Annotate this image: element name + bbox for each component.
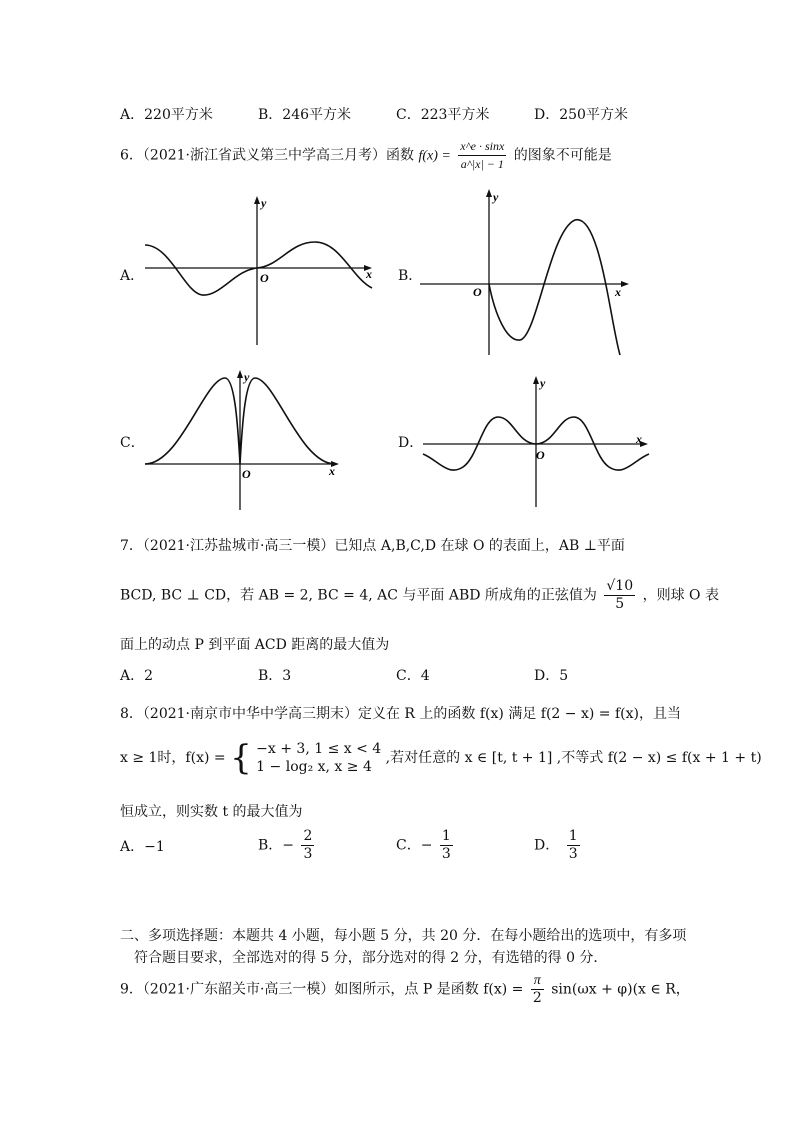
- q9-suffix: sin(ωx + φ)(x ∈ R，: [551, 981, 690, 998]
- q7-line1: 7．（2021·江苏盐城市·高三一模）已知点 A,B,C,D 在球 O 的表面上，AB ⊥平面: [120, 538, 625, 554]
- q7-option-c: C．4: [396, 668, 430, 684]
- q6-graph-d-y-label: y: [540, 376, 546, 390]
- q5-option-d: D．250平方米: [534, 107, 628, 123]
- q8-cases: [256, 740, 381, 776]
- q7-option-a: A．2: [120, 668, 154, 684]
- q8-brace: {: [230, 738, 252, 778]
- q6-prefix: 6．（2021·浙江省武义第三中学高三月考）函数: [120, 147, 414, 164]
- q6-graph-a: [140, 190, 380, 350]
- q8-line1: 8．（2021·南京市中华中学高三期末）定义在 R 上的函数 f(x) 满足 f(2 − x) = f(x)，且当: [120, 706, 681, 722]
- q8-line2: [120, 740, 762, 776]
- q7-option-b: B．3: [258, 668, 292, 684]
- q5-option-b: B．246平方米: [258, 107, 352, 123]
- q8-option-b: B．− $\frac{2}{3}$: [258, 828, 313, 862]
- q8-case1: −x + 3, 1 ≤ x < 4: [256, 741, 382, 757]
- q6-graph-b-origin: O: [473, 285, 482, 299]
- q6-fraction: [458, 138, 506, 173]
- q6-graph-c-y-label: y: [244, 370, 250, 384]
- q7-frac-num: √10: [606, 578, 634, 594]
- q6-graph-b: [415, 185, 635, 360]
- q6-graph-d-letter: D．: [398, 435, 424, 451]
- q6-graph-d-origin: O: [536, 448, 545, 462]
- q8-line2-a: x ≥ 1时，f(x) =: [120, 750, 226, 766]
- q8-option-a: A．−1: [120, 839, 165, 855]
- q9-stem: [120, 972, 690, 1007]
- q6-graph-d-x-label: x: [636, 432, 642, 446]
- q6-graph-a-letter: A．: [120, 268, 145, 284]
- q8-case2: 1 − log₂ x, x ≥ 4: [256, 759, 372, 775]
- q9-prefix: 9．（2021·广东韶关市·高三一模）如图所示，点 P 是函数 f(x) =: [120, 981, 524, 998]
- q6-graph-b-letter: B．: [398, 268, 423, 284]
- q6-graph-b-y-label: y: [493, 190, 499, 204]
- q7-line3: 面上的动点 P 到平面 ACD 距离的最大值为: [120, 637, 390, 653]
- q8-option-c: C．− $\frac{1}{3}$: [396, 828, 451, 862]
- q6-graph-a-x-label: x: [366, 267, 372, 281]
- q7-line2-b: ，则球 O 表: [642, 587, 719, 604]
- q9-fraction: [531, 972, 544, 1007]
- q5-option-a: A．220平方米: [120, 107, 213, 123]
- q9-frac-num: π: [531, 972, 544, 990]
- q5-option-c: C．223平方米: [396, 107, 490, 123]
- q7-line2-a: BCD, BC ⊥ CD，若 AB = 2, BC = 4, AC 与平面 ABD 所成角的正弦值为: [120, 587, 597, 604]
- q6-suffix: 的图象不可能是: [513, 147, 612, 164]
- q8-line3: 恒成立，则实数 t 的最大值为: [120, 804, 303, 820]
- q6-graph-c-letter: C．: [120, 435, 145, 451]
- section2-line2: 符合题目要求，全部选对的得 5 分，部分选对的得 2 分，有选错的得 0 分．: [134, 950, 608, 966]
- q6-numerator: x^e · sinx: [458, 138, 506, 156]
- q6-denominator: a^|x| − 1: [460, 157, 504, 171]
- q6-graph-c-origin: O: [242, 467, 251, 481]
- q6-func-lhs: f(x) =: [418, 148, 451, 164]
- q6-graph-b-x-label: x: [615, 285, 621, 299]
- q6-graph-c: [140, 368, 350, 513]
- section2-line1: 二、多项选择题：本题共 4 小题，每小题 5 分，共 20 分．在每小题给出的选项中，有多项: [120, 928, 687, 944]
- q7-line2: [120, 578, 719, 613]
- q6-graph-a-y-label: y: [261, 196, 267, 210]
- q7-option-d: D．5: [534, 668, 569, 684]
- q6-graph-d: [418, 372, 658, 512]
- q8-line2-b: ,若对任意的 x ∈ [t, t + 1] ,不等式 f(2 − x) ≤ f(x + 1 + t): [385, 750, 762, 766]
- q8-option-d: D． $\frac{1}{3}$: [534, 828, 578, 862]
- q6-graph-c-x-label: x: [329, 464, 335, 478]
- q7-fraction: [604, 578, 635, 613]
- q9-frac-den: 2: [532, 990, 542, 1006]
- q6-graph-a-origin: O: [260, 271, 269, 285]
- q7-frac-den: 5: [615, 596, 625, 612]
- q6-stem: [120, 138, 612, 173]
